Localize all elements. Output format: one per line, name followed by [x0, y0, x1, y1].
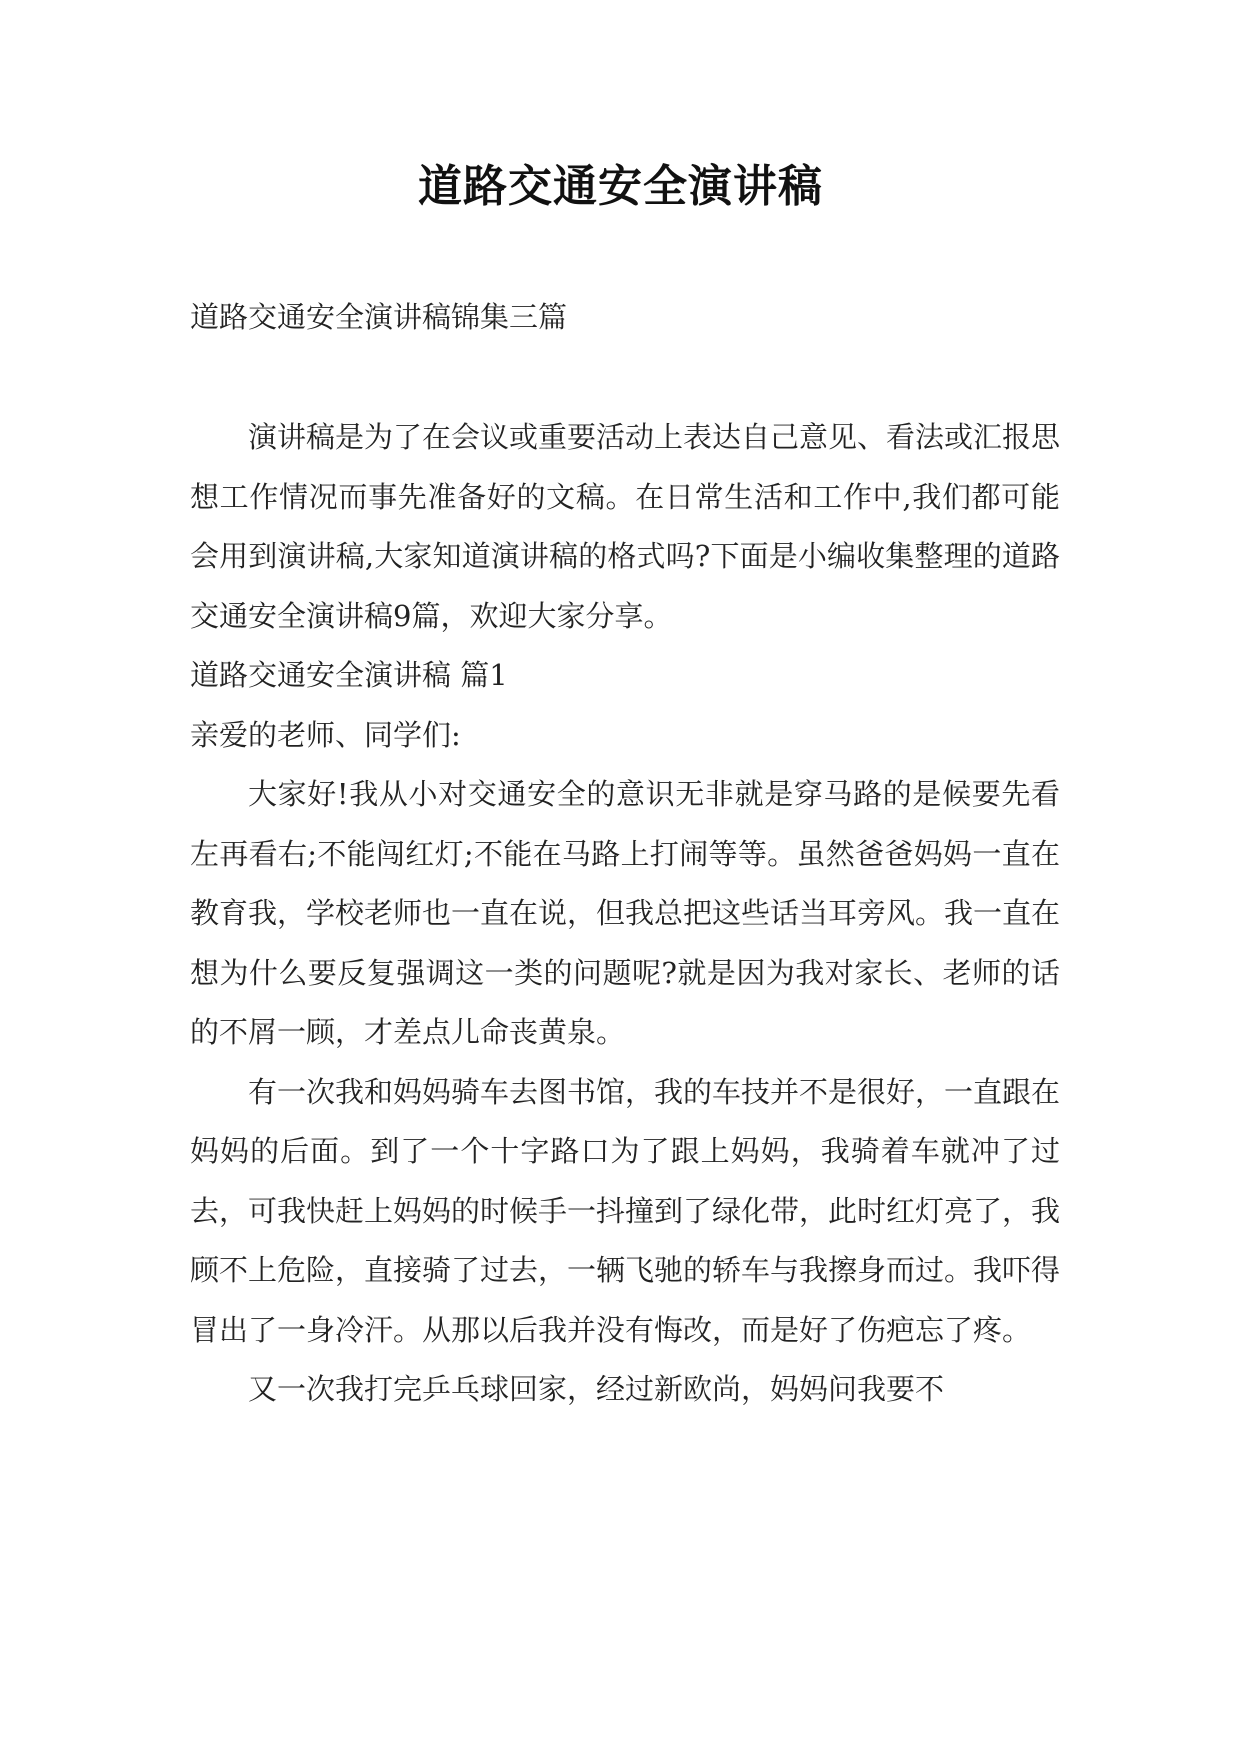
document-title: 道路交通安全演讲稿 — [418, 161, 823, 212]
body-paragraph-1: 大家好!我从小对交通安全的意识无非就是穿马路的是候要先看左再看右;不能闯红灯;不能在马路上打闹等等。虽然爸爸妈妈一直在教育我，学校老师也一直在说，但我总把这些话当耳旁风。我一直在想为什么要反复强调这一类的问题呢?就是因为我对家长、老师的话的不屑一顾，才差点儿命丧黄泉。 — [190, 777, 1061, 1049]
greeting-line: 亲爱的老师、同学们: — [190, 717, 461, 752]
body-paragraph-3: 又一次我打完乒乓球回家，经过新欧尚，妈妈问我要不 — [248, 1372, 945, 1406]
intro-paragraph: 演讲稿是为了在会议或重要活动上表达自己意见、看法或汇报思想工作情况而事先准备好的文稿。在日常生活和工作中,我们都可能会用到演讲稿,大家知道演讲稿的格式吗?下面是小编收集整理的道路交通安全演讲稿9篇，欢迎大家分享。 — [190, 420, 1061, 633]
body-paragraph-2: 有一次我和妈妈骑车去图书馆，我的车技并不是很好，一直跟在妈妈的后面。到了一个十字路口为了跟上妈妈，我骑着车就冲了过去，可我快赶上妈妈的时候手一抖撞到了绿化带，此时红灯亮了，我顾不上危险，直接骑了过去，一辆飞驰的轿车与我擦身而过。我吓得冒出了一身冷汗。从那以后我并没有悔改，而是好了伤疤忘了疼。 — [190, 1074, 1061, 1347]
section-heading: 道路交通安全演讲稿 篇1 — [190, 658, 508, 692]
document-subtitle: 道路交通安全演讲稿锦集三篇 — [190, 300, 568, 334]
document-body — [190, 408, 1060, 1420]
